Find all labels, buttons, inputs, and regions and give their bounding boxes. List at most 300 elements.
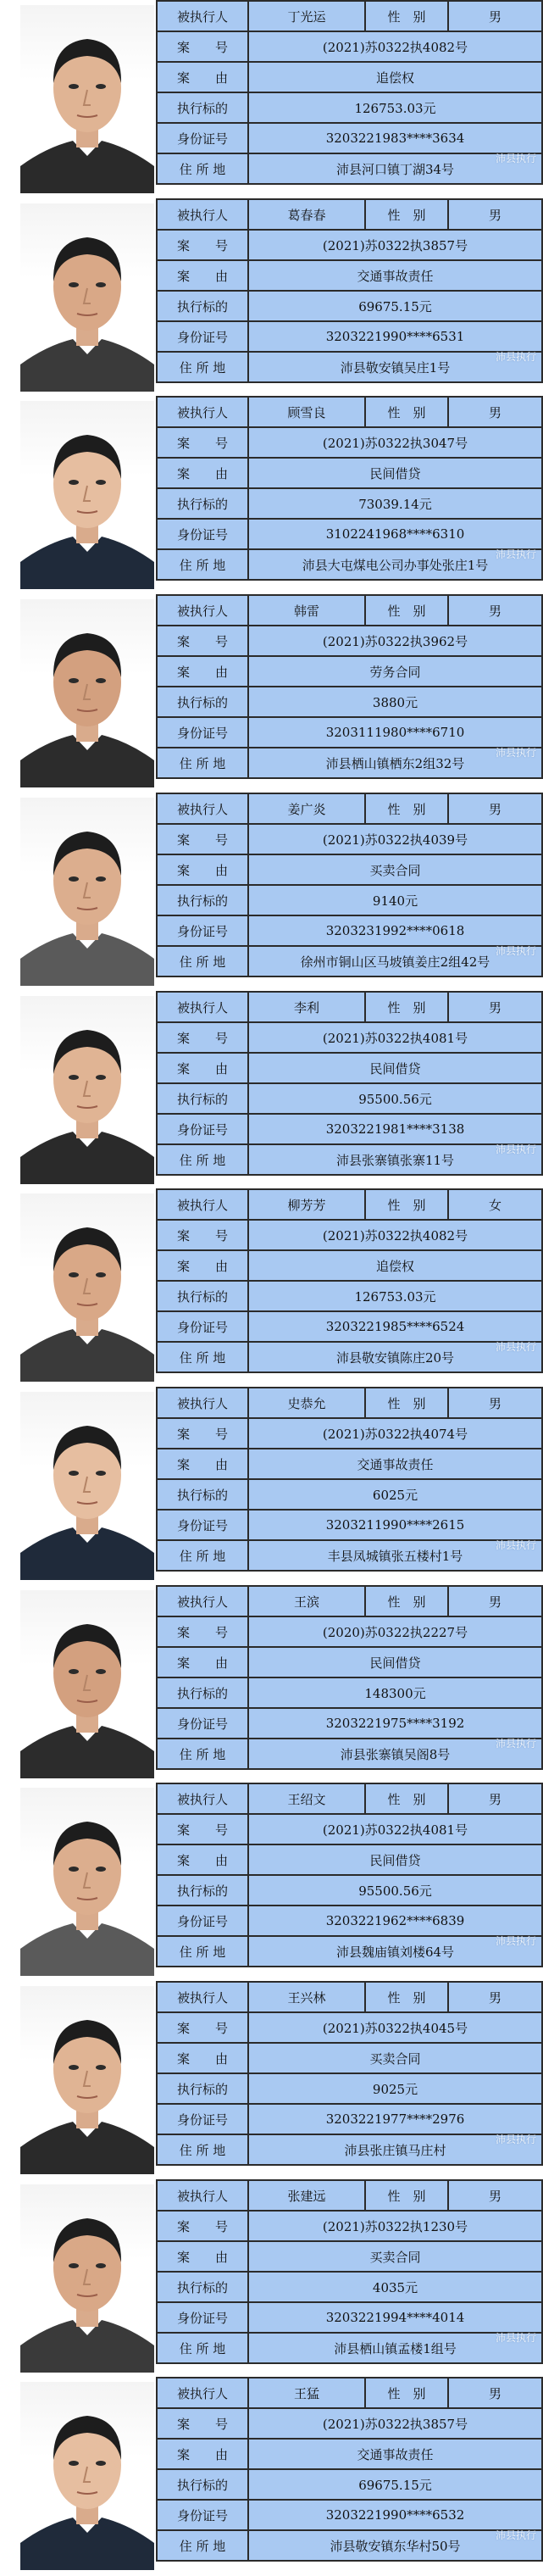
row-case-no	[157, 1022, 542, 1053]
row-address	[157, 946, 542, 976]
value-amount: 6025元	[248, 1479, 542, 1510]
label-case-no: 案 号	[157, 626, 248, 656]
value-cause: 追偿权	[248, 1250, 542, 1281]
value-gender: 男	[448, 199, 542, 230]
portrait-photo	[20, 203, 154, 392]
row-id-no	[157, 717, 542, 748]
row-id-no	[157, 915, 542, 946]
portrait-photo	[20, 401, 154, 589]
row-executed-person	[157, 1586, 542, 1616]
value-case-no: (2021)苏0322执4081号	[248, 1022, 542, 1053]
label-amount: 执行标的	[157, 885, 248, 915]
label-cause: 案 由	[157, 2241, 248, 2272]
label-cause: 案 由	[157, 656, 248, 687]
value-id-no: 3203221981****3138	[248, 1114, 542, 1144]
label-case-no: 案 号	[157, 31, 248, 62]
row-id-no	[157, 1906, 542, 1936]
portrait-photo	[20, 1392, 154, 1580]
value-id-no: 3203221990****6531	[248, 321, 542, 352]
value-cause: 交通事故责任	[248, 1449, 542, 1479]
row-amount	[157, 2469, 542, 2500]
value-gender: 男	[448, 1388, 542, 1418]
row-case-no	[157, 1418, 542, 1449]
person-silhouette-icon	[20, 1193, 154, 1382]
label-case-no: 案 号	[157, 427, 248, 458]
row-cause	[157, 62, 542, 92]
value-id-no: 3203221962****6839	[248, 1906, 542, 1936]
row-case-no	[157, 427, 542, 458]
row-case-no	[157, 2408, 542, 2439]
value-gender: 女	[448, 1189, 542, 1220]
value-id-no: 3203221977****2976	[248, 2104, 542, 2134]
label-case-no: 案 号	[157, 1022, 248, 1053]
label-cause: 案 由	[157, 1844, 248, 1875]
record-table	[156, 0, 543, 185]
portrait-photo	[20, 2382, 154, 2570]
watermark: 沛县执行	[495, 1341, 536, 1353]
record-table	[156, 396, 543, 581]
label-executed-person: 被执行人	[157, 199, 248, 230]
value-id-no: 3203211990****2615	[248, 1510, 542, 1540]
label-id-no: 身份证号	[157, 1114, 248, 1144]
value-cause: 买卖合同	[248, 2043, 542, 2073]
label-address: 住 所 地	[157, 2333, 248, 2363]
value-name: 王兴林	[248, 1982, 365, 2012]
label-id-no: 身份证号	[157, 717, 248, 748]
label-amount: 执行标的	[157, 1479, 248, 1510]
value-cause: 买卖合同	[248, 854, 542, 885]
row-cause	[157, 854, 542, 885]
person-silhouette-icon	[20, 599, 154, 787]
value-id-no: 3203221990****6532	[248, 2500, 542, 2530]
value-amount: 73039.14元	[248, 488, 542, 519]
value-name: 葛春春	[248, 199, 365, 230]
row-cause	[157, 458, 542, 488]
portrait-photo	[20, 798, 154, 986]
label-amount: 执行标的	[157, 291, 248, 321]
label-case-no: 案 号	[157, 1418, 248, 1449]
row-executed-person	[157, 1189, 542, 1220]
row-case-no	[157, 626, 542, 656]
label-case-no: 案 号	[157, 1814, 248, 1844]
label-executed-person: 被执行人	[157, 1388, 248, 1418]
row-address	[157, 1540, 542, 1571]
portrait-photo	[20, 1986, 154, 2174]
value-cause: 交通事故责任	[248, 2439, 542, 2469]
row-address	[157, 2134, 542, 2165]
portrait-photo	[20, 996, 154, 1184]
row-executed-person	[157, 992, 542, 1022]
watermark: 沛县执行	[495, 945, 536, 957]
value-amount: 9025元	[248, 2073, 542, 2104]
person-silhouette-icon	[20, 5, 154, 193]
value-address: 沛县敬安镇陈庄20号	[248, 1342, 542, 1372]
watermark: 沛县执行	[495, 153, 536, 164]
value-name: 姜广炎	[248, 793, 365, 824]
value-name: 王滨	[248, 1586, 365, 1616]
row-amount	[157, 291, 542, 321]
value-gender: 男	[448, 1783, 542, 1814]
value-name: 顾雪良	[248, 397, 365, 427]
person-silhouette-icon	[20, 401, 154, 589]
row-cause	[157, 260, 542, 291]
record-table	[156, 2377, 543, 2562]
value-gender: 男	[448, 1586, 542, 1616]
value-gender: 男	[448, 1982, 542, 2012]
label-executed-person: 被执行人	[157, 2378, 248, 2408]
row-amount	[157, 1083, 542, 1114]
row-address	[157, 748, 542, 778]
label-id-no: 身份证号	[157, 2500, 248, 2530]
row-amount	[157, 92, 542, 123]
label-executed-person: 被执行人	[157, 793, 248, 824]
value-id-no: 3203111980****6710	[248, 717, 542, 748]
label-executed-person: 被执行人	[157, 595, 248, 626]
row-address	[157, 2333, 542, 2363]
row-id-no	[157, 2302, 542, 2333]
value-cause: 劳务合同	[248, 656, 542, 687]
value-cause: 民间借贷	[248, 1053, 542, 1083]
label-gender: 性 别	[365, 1783, 448, 1814]
value-gender: 男	[448, 397, 542, 427]
row-id-no	[157, 519, 542, 549]
label-cause: 案 由	[157, 1250, 248, 1281]
row-executed-person	[157, 2180, 542, 2211]
row-executed-person	[157, 595, 542, 626]
row-case-no	[157, 31, 542, 62]
label-case-no: 案 号	[157, 824, 248, 854]
row-cause	[157, 656, 542, 687]
portrait-photo	[20, 1193, 154, 1382]
value-address: 徐州市铜山区马坡镇姜庄2组42号	[248, 946, 542, 976]
value-address: 沛县敬安镇东华村50号	[248, 2530, 542, 2561]
row-amount	[157, 1875, 542, 1906]
value-cause: 民间借贷	[248, 1647, 542, 1677]
record-table	[156, 1981, 543, 2166]
value-name: 王绍文	[248, 1783, 365, 1814]
record-table	[156, 793, 543, 977]
watermark: 沛县执行	[495, 2529, 536, 2541]
row-case-no	[157, 1220, 542, 1250]
person-silhouette-icon	[20, 798, 154, 986]
row-executed-person	[157, 1388, 542, 1418]
watermark: 沛县执行	[495, 1738, 536, 1750]
row-address	[157, 1144, 542, 1175]
value-id-no: 3203221975****3192	[248, 1708, 542, 1739]
row-address	[157, 352, 542, 382]
record-table	[156, 1783, 543, 1967]
watermark: 沛县执行	[495, 351, 536, 363]
value-case-no: (2021)苏0322执4039号	[248, 824, 542, 854]
label-amount: 执行标的	[157, 1281, 248, 1311]
label-amount: 执行标的	[157, 1677, 248, 1708]
value-address: 沛县大屯煤电公司办事处张庄1号	[248, 549, 542, 580]
row-address	[157, 1739, 542, 1769]
row-id-no	[157, 1708, 542, 1739]
row-executed-person	[157, 2378, 542, 2408]
label-case-no: 案 号	[157, 1616, 248, 1647]
watermark: 沛县执行	[495, 747, 536, 759]
label-executed-person: 被执行人	[157, 2180, 248, 2211]
value-amount: 3880元	[248, 687, 542, 717]
label-address: 住 所 地	[157, 549, 248, 580]
person-silhouette-icon	[20, 203, 154, 392]
value-address: 沛县栖山镇栖东2组32号	[248, 748, 542, 778]
value-cause: 买卖合同	[248, 2241, 542, 2272]
value-case-no: (2021)苏0322执4045号	[248, 2012, 542, 2043]
row-case-no	[157, 230, 542, 260]
label-gender: 性 别	[365, 1586, 448, 1616]
row-executed-person	[157, 1783, 542, 1814]
label-cause: 案 由	[157, 1647, 248, 1677]
value-cause: 交通事故责任	[248, 260, 542, 291]
value-case-no: (2021)苏0322执3857号	[248, 2408, 542, 2439]
label-cause: 案 由	[157, 260, 248, 291]
watermark: 沛县执行	[495, 1935, 536, 1947]
value-id-no: 3203221985****6524	[248, 1311, 542, 1342]
row-cause	[157, 1647, 542, 1677]
record-table	[156, 2179, 543, 2364]
record-table	[156, 198, 543, 383]
row-executed-person	[157, 397, 542, 427]
value-cause: 民间借贷	[248, 1844, 542, 1875]
row-executed-person	[157, 1982, 542, 2012]
row-amount	[157, 885, 542, 915]
value-address: 沛县张寨镇吴阁8号	[248, 1739, 542, 1769]
row-address	[157, 2530, 542, 2561]
record-table	[156, 1585, 543, 1770]
row-executed-person	[157, 793, 542, 824]
label-cause: 案 由	[157, 62, 248, 92]
label-amount: 执行标的	[157, 92, 248, 123]
record-table	[156, 1387, 543, 1572]
label-address: 住 所 地	[157, 748, 248, 778]
label-amount: 执行标的	[157, 2272, 248, 2302]
person-silhouette-icon	[20, 2184, 154, 2373]
label-executed-person: 被执行人	[157, 1982, 248, 2012]
label-address: 住 所 地	[157, 946, 248, 976]
value-name: 柳芳芳	[248, 1189, 365, 1220]
value-gender: 男	[448, 2180, 542, 2211]
record-table	[156, 594, 543, 779]
value-amount: 69675.15元	[248, 2469, 542, 2500]
label-id-no: 身份证号	[157, 2104, 248, 2134]
label-gender: 性 别	[365, 595, 448, 626]
label-address: 住 所 地	[157, 2530, 248, 2561]
record-table	[156, 991, 543, 1176]
label-address: 住 所 地	[157, 1144, 248, 1175]
label-address: 住 所 地	[157, 1342, 248, 1372]
value-gender: 男	[448, 793, 542, 824]
value-amount: 95500.56元	[248, 1875, 542, 1906]
value-amount: 148300元	[248, 1677, 542, 1708]
row-amount	[157, 1677, 542, 1708]
person-silhouette-icon	[20, 1788, 154, 1976]
label-amount: 执行标的	[157, 2073, 248, 2104]
value-case-no: (2020)苏0322执2227号	[248, 1616, 542, 1647]
value-case-no: (2021)苏0322执1230号	[248, 2211, 542, 2241]
portrait-photo	[20, 1788, 154, 1976]
label-case-no: 案 号	[157, 230, 248, 260]
person-silhouette-icon	[20, 1392, 154, 1580]
row-cause	[157, 2439, 542, 2469]
label-address: 住 所 地	[157, 1739, 248, 1769]
label-id-no: 身份证号	[157, 321, 248, 352]
row-id-no	[157, 2500, 542, 2530]
label-amount: 执行标的	[157, 2469, 248, 2500]
portrait-photo	[20, 2184, 154, 2373]
row-cause	[157, 1449, 542, 1479]
value-address: 沛县河口镇丁湖34号	[248, 153, 542, 184]
label-cause: 案 由	[157, 1449, 248, 1479]
value-case-no: (2021)苏0322执3047号	[248, 427, 542, 458]
label-gender: 性 别	[365, 1189, 448, 1220]
label-id-no: 身份证号	[157, 519, 248, 549]
row-address	[157, 1342, 542, 1372]
person-silhouette-icon	[20, 1986, 154, 2174]
row-amount	[157, 488, 542, 519]
row-case-no	[157, 1616, 542, 1647]
portrait-photo	[20, 599, 154, 787]
value-id-no: 3203221983****3634	[248, 123, 542, 153]
label-executed-person: 被执行人	[157, 1189, 248, 1220]
value-address: 丰县凤城镇张五楼村1号	[248, 1540, 542, 1571]
label-id-no: 身份证号	[157, 1708, 248, 1739]
label-executed-person: 被执行人	[157, 1783, 248, 1814]
portrait-photo	[20, 5, 154, 193]
portrait-photo	[20, 1590, 154, 1778]
value-address: 沛县敬安镇吴庄1号	[248, 352, 542, 382]
label-case-no: 案 号	[157, 2211, 248, 2241]
row-address	[157, 1936, 542, 1967]
value-amount: 4035元	[248, 2272, 542, 2302]
row-address	[157, 153, 542, 184]
label-gender: 性 别	[365, 397, 448, 427]
label-gender: 性 别	[365, 793, 448, 824]
row-case-no	[157, 2211, 542, 2241]
label-id-no: 身份证号	[157, 1906, 248, 1936]
row-executed-person	[157, 1, 542, 31]
label-amount: 执行标的	[157, 687, 248, 717]
value-name: 王猛	[248, 2378, 365, 2408]
label-executed-person: 被执行人	[157, 397, 248, 427]
row-amount	[157, 2073, 542, 2104]
label-amount: 执行标的	[157, 488, 248, 519]
row-amount	[157, 1281, 542, 1311]
label-cause: 案 由	[157, 854, 248, 885]
row-amount	[157, 1479, 542, 1510]
value-cause: 民间借贷	[248, 458, 542, 488]
row-id-no	[157, 1510, 542, 1540]
value-gender: 男	[448, 992, 542, 1022]
value-gender: 男	[448, 1, 542, 31]
value-gender: 男	[448, 2378, 542, 2408]
label-gender: 性 别	[365, 2378, 448, 2408]
person-silhouette-icon	[20, 1590, 154, 1778]
label-gender: 性 别	[365, 1388, 448, 1418]
value-case-no: (2021)苏0322执4082号	[248, 31, 542, 62]
label-gender: 性 别	[365, 1982, 448, 2012]
person-silhouette-icon	[20, 2382, 154, 2570]
value-case-no: (2021)苏0322执3857号	[248, 230, 542, 260]
label-address: 住 所 地	[157, 1936, 248, 1967]
label-cause: 案 由	[157, 2043, 248, 2073]
label-gender: 性 别	[365, 1, 448, 31]
label-gender: 性 别	[365, 199, 448, 230]
value-name: 李利	[248, 992, 365, 1022]
value-address: 沛县张寨镇张寨11号	[248, 1144, 542, 1175]
label-gender: 性 别	[365, 2180, 448, 2211]
value-id-no: 3102241968****6310	[248, 519, 542, 549]
label-address: 住 所 地	[157, 153, 248, 184]
row-case-no	[157, 1814, 542, 1844]
row-id-no	[157, 1114, 542, 1144]
row-amount	[157, 687, 542, 717]
row-cause	[157, 2241, 542, 2272]
label-executed-person: 被执行人	[157, 1586, 248, 1616]
row-address	[157, 549, 542, 580]
row-amount	[157, 2272, 542, 2302]
value-name: 丁光运	[248, 1, 365, 31]
row-cause	[157, 1053, 542, 1083]
value-id-no: 3203231992****0618	[248, 915, 542, 946]
label-gender: 性 别	[365, 992, 448, 1022]
row-cause	[157, 1250, 542, 1281]
row-case-no	[157, 2012, 542, 2043]
label-cause: 案 由	[157, 1053, 248, 1083]
row-id-no	[157, 2104, 542, 2134]
label-id-no: 身份证号	[157, 1510, 248, 1540]
value-name: 史恭允	[248, 1388, 365, 1418]
value-amount: 69675.15元	[248, 291, 542, 321]
label-id-no: 身份证号	[157, 915, 248, 946]
watermark: 沛县执行	[495, 548, 536, 560]
watermark: 沛县执行	[495, 1539, 536, 1551]
label-amount: 执行标的	[157, 1083, 248, 1114]
row-id-no	[157, 123, 542, 153]
value-gender: 男	[448, 595, 542, 626]
person-silhouette-icon	[20, 996, 154, 1184]
value-name: 韩雷	[248, 595, 365, 626]
label-executed-person: 被执行人	[157, 1, 248, 31]
value-case-no: (2021)苏0322执4082号	[248, 1220, 542, 1250]
label-address: 住 所 地	[157, 352, 248, 382]
value-case-no: (2021)苏0322执4074号	[248, 1418, 542, 1449]
value-amount: 95500.56元	[248, 1083, 542, 1114]
label-case-no: 案 号	[157, 2012, 248, 2043]
record-table	[156, 1188, 543, 1373]
label-cause: 案 由	[157, 458, 248, 488]
value-id-no: 3203221994****4014	[248, 2302, 542, 2333]
value-name: 张建远	[248, 2180, 365, 2211]
row-cause	[157, 2043, 542, 2073]
label-amount: 执行标的	[157, 1875, 248, 1906]
value-amount: 9140元	[248, 885, 542, 915]
value-case-no: (2021)苏0322执4081号	[248, 1814, 542, 1844]
value-case-no: (2021)苏0322执3962号	[248, 626, 542, 656]
watermark: 沛县执行	[495, 1143, 536, 1155]
row-case-no	[157, 824, 542, 854]
label-address: 住 所 地	[157, 1540, 248, 1571]
label-cause: 案 由	[157, 2439, 248, 2469]
label-case-no: 案 号	[157, 2408, 248, 2439]
value-address: 沛县张庄镇马庄村	[248, 2134, 542, 2165]
value-amount: 126753.03元	[248, 1281, 542, 1311]
value-cause: 追偿权	[248, 62, 542, 92]
row-executed-person	[157, 199, 542, 230]
value-amount: 126753.03元	[248, 92, 542, 123]
value-address: 沛县栖山镇孟楼1组号	[248, 2333, 542, 2363]
